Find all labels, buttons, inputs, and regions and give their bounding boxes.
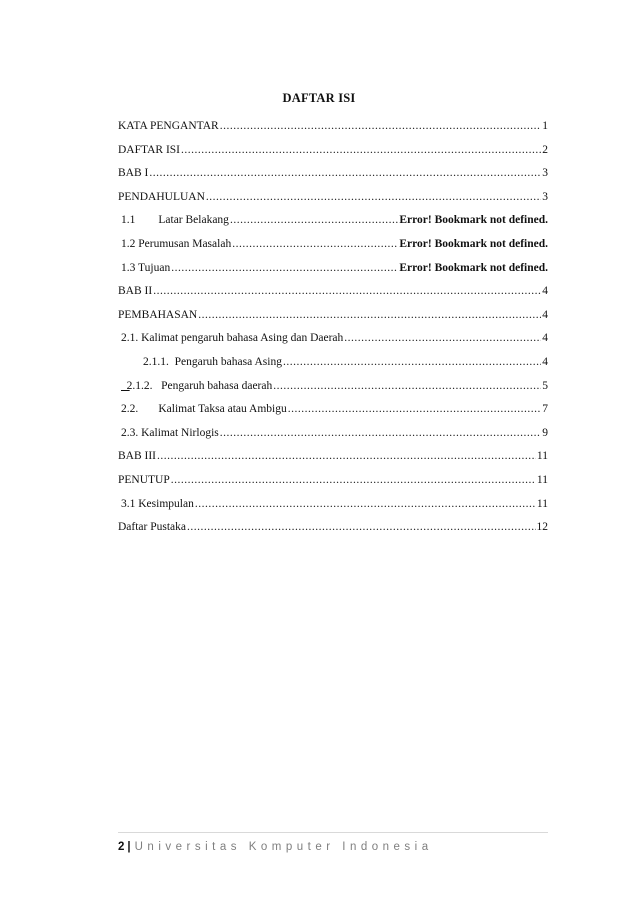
toc-entry-label: 1.3 Tujuan: [121, 261, 171, 274]
toc-leader-dots: [153, 280, 541, 304]
toc-entry[interactable]: [118, 139, 548, 163]
toc-entry[interactable]: [118, 115, 548, 139]
toc-entry-label: DAFTAR ISI: [118, 143, 181, 156]
toc-entry[interactable]: [118, 327, 548, 351]
toc-entry-label: 3.1 Kesimpulan: [121, 497, 194, 510]
toc-leader-dots: [230, 209, 398, 233]
toc-entry[interactable]: [118, 422, 548, 446]
table-of-contents: [118, 115, 548, 540]
toc-entry[interactable]: [118, 280, 548, 304]
toc-entry-label: 2.1.1. Pengaruh bahasa Asing: [143, 355, 282, 368]
toc-leader-dots: [195, 493, 536, 517]
toc-entry[interactable]: [118, 375, 548, 399]
toc-leader-dots: [283, 351, 541, 375]
toc-page-number: 2: [542, 143, 548, 156]
toc-leader-dots: [288, 398, 542, 422]
toc-entry-label: 1.2 Perumusan Masalah: [121, 237, 232, 250]
page-title: DAFTAR ISI: [282, 91, 356, 105]
toc-leader-dots: [181, 139, 541, 163]
toc-page-number: 3: [542, 167, 548, 180]
toc-bookmark-error: Error! Bookmark not defined.: [399, 214, 548, 227]
toc-page-number: 11: [536, 497, 548, 510]
toc-leader-dots: [273, 375, 541, 399]
toc-page-number: 11: [536, 450, 548, 463]
toc-leader-dots: [157, 445, 536, 469]
toc-leader-dots: [187, 516, 535, 540]
toc-entry-label: 1.1 Latar Belakang: [121, 214, 229, 227]
toc-entry-label: 2.3. Kalimat Nirlogis: [121, 426, 219, 439]
page-footer: [118, 832, 548, 853]
toc-page-number: 3: [542, 190, 548, 203]
footer-page-number: 2: [118, 841, 125, 853]
toc-page-number: 7: [542, 403, 548, 416]
toc-entry[interactable]: [118, 162, 548, 186]
toc-page-number: 5: [542, 379, 548, 392]
toc-leader-dots: [198, 304, 541, 328]
toc-leader-dots: [171, 257, 398, 281]
toc-entry[interactable]: [118, 398, 548, 422]
toc-entry-label: BAB I: [118, 167, 149, 180]
toc-entry[interactable]: [118, 304, 548, 328]
toc-entry[interactable]: [118, 445, 548, 469]
toc-page-number: 4: [542, 308, 548, 321]
footer-institution: Universitas Komputer Indonesia: [134, 841, 433, 853]
toc-page-number: 12: [536, 521, 548, 534]
toc-entry-label: PEMBAHASAN: [118, 308, 198, 321]
toc-leader-dots: [344, 327, 541, 351]
toc-entry[interactable]: [118, 257, 548, 281]
toc-entry-label: BAB II: [118, 285, 153, 298]
toc-entry-label: 2.1. Kalimat pengaruh bahasa Asing dan Daerah: [121, 332, 344, 345]
toc-entry-label: BAB III: [118, 450, 157, 463]
toc-entry[interactable]: [118, 186, 548, 210]
toc-entry[interactable]: [118, 209, 548, 233]
toc-entry-label: PENUTUP: [118, 473, 170, 486]
toc-entry-label: KATA PENGANTAR: [118, 120, 219, 132]
toc-entry[interactable]: [118, 233, 548, 257]
toc-entry[interactable]: [118, 493, 548, 517]
toc-bookmark-error: Error! Bookmark not defined.: [399, 261, 548, 274]
toc-entry[interactable]: [118, 516, 548, 540]
toc-page-number: 9: [542, 426, 548, 439]
toc-leader-dots: [149, 162, 541, 186]
toc-leader-dots: [220, 115, 542, 139]
toc-entry-label: 2.1.2. Pengaruh bahasa daerah: [126, 379, 273, 392]
toc-page-number: 4: [542, 332, 548, 345]
toc-bookmark-error: Error! Bookmark not defined.: [399, 237, 548, 250]
toc-entry[interactable]: [118, 469, 548, 493]
toc-leader-dots: [232, 233, 398, 257]
footer-separator: |: [127, 841, 131, 853]
toc-leader-dots: [220, 422, 542, 446]
toc-entry-label: PENDAHULUAN: [118, 190, 205, 203]
toc-page-number: 4: [542, 285, 548, 298]
toc-page-number: 4: [542, 355, 548, 368]
toc-leader-dots: [206, 186, 541, 210]
toc-leader-dots: [171, 469, 536, 493]
toc-entry-label: 2.2. Kalimat Taksa atau Ambigu: [121, 403, 287, 416]
toc-entry-label: Daftar Pustaka: [118, 521, 187, 534]
toc-entry[interactable]: [118, 351, 548, 375]
toc-page-number: 11: [536, 473, 548, 486]
toc-page-number: 1: [542, 120, 548, 132]
